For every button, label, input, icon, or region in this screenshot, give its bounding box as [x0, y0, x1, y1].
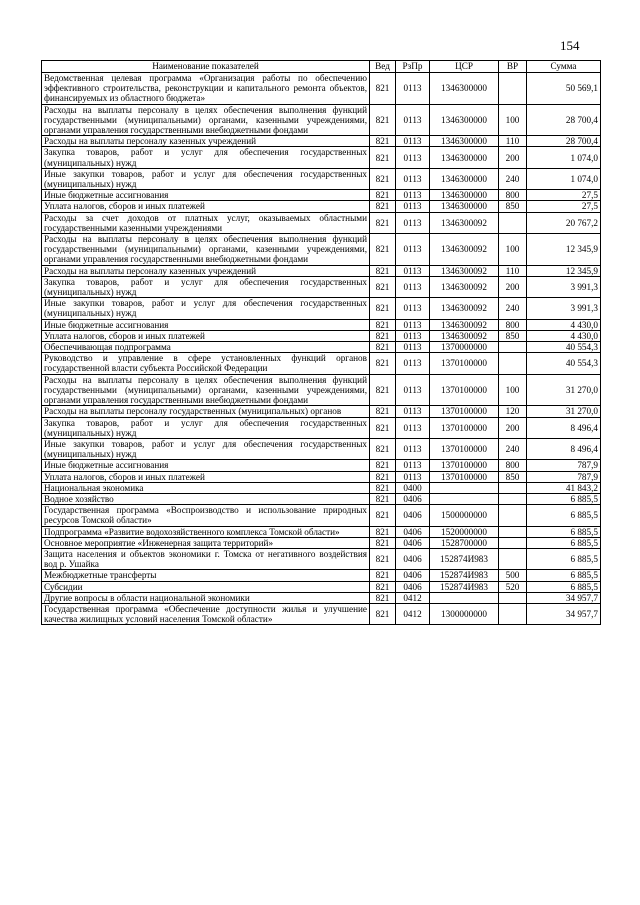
cell-vr: 200 [499, 417, 527, 438]
cell-name: Закупка товаров, работ и услуг для обеспечения государственных (муниципальных) нужд [42, 147, 370, 168]
cell-csr: 1346300092 [430, 276, 499, 297]
cell-csr: 1346300092 [430, 330, 499, 341]
cell-vr [499, 548, 527, 569]
cell-rzpr: 0412 [396, 603, 430, 624]
table-row [42, 190, 601, 201]
cell-sum: 6 885,5 [527, 581, 601, 592]
cell-sum: 6 885,5 [527, 493, 601, 504]
table-row [42, 493, 601, 504]
table-row [42, 234, 601, 266]
cell-rzpr: 0113 [396, 73, 430, 105]
cell-ved: 821 [370, 417, 396, 438]
cell-name: Субсидии [42, 581, 370, 592]
cell-csr: 152874И983 [430, 548, 499, 569]
cell-ved: 821 [370, 493, 396, 504]
cell-vr: 240 [499, 438, 527, 459]
cell-csr: 1300000000 [430, 603, 499, 624]
header-vr: ВР [499, 61, 527, 73]
cell-vr: 200 [499, 147, 527, 168]
cell-sum: 4 430,0 [527, 330, 601, 341]
table-row [42, 265, 601, 276]
table-row [42, 438, 601, 459]
cell-sum: 6 885,5 [527, 526, 601, 537]
cell-sum: 50 569,1 [527, 73, 601, 105]
cell-sum: 12 345,9 [527, 234, 601, 266]
cell-csr: 152874И983 [430, 581, 499, 592]
table-row [42, 505, 601, 526]
cell-ved: 821 [370, 471, 396, 482]
cell-rzpr: 0406 [396, 537, 430, 548]
cell-ved: 821 [370, 73, 396, 105]
table-row [42, 201, 601, 212]
cell-rzpr: 0113 [396, 471, 430, 482]
cell-rzpr: 0113 [396, 330, 430, 341]
cell-rzpr: 0412 [396, 592, 430, 603]
cell-ved: 821 [370, 438, 396, 459]
cell-csr: 1346300000 [430, 147, 499, 168]
cell-rzpr: 0406 [396, 548, 430, 569]
cell-csr: 1500000000 [430, 505, 499, 526]
table-row [42, 460, 601, 471]
cell-rzpr: 0113 [396, 136, 430, 147]
cell-sum: 1 074,0 [527, 147, 601, 168]
header-sum: Сумма [527, 61, 601, 73]
cell-name: Расходы на выплаты персоналу в целях обеспечения выполнения функций государственными (муниципальными) органами, казенными учреждениями, органами управления государственными внебюджетными фондами [42, 104, 370, 136]
cell-name: Закупка товаров, работ и услуг для обеспечения государственных (муниципальных) нужд [42, 417, 370, 438]
table-row [42, 406, 601, 417]
cell-csr: 1346300000 [430, 190, 499, 201]
cell-ved: 821 [370, 374, 396, 406]
page-number: 154 [560, 38, 580, 53]
cell-name: Межбюджетные трансферты [42, 570, 370, 581]
cell-rzpr: 0113 [396, 190, 430, 201]
cell-sum: 6 885,5 [527, 570, 601, 581]
cell-vr [499, 212, 527, 233]
cell-vr [499, 592, 527, 603]
cell-vr: 110 [499, 265, 527, 276]
cell-ved: 821 [370, 406, 396, 417]
table-row [42, 374, 601, 406]
cell-rzpr: 0406 [396, 570, 430, 581]
cell-csr: 1346300092 [430, 212, 499, 233]
table-row [42, 603, 601, 624]
cell-rzpr: 0113 [396, 212, 430, 233]
cell-rzpr: 0113 [396, 342, 430, 353]
table-row [42, 482, 601, 493]
table-row [42, 581, 601, 592]
cell-ved: 821 [370, 234, 396, 266]
cell-ved: 821 [370, 603, 396, 624]
cell-ved: 821 [370, 330, 396, 341]
cell-rzpr: 0113 [396, 374, 430, 406]
cell-sum: 40 554,3 [527, 353, 601, 374]
cell-sum: 31 270,0 [527, 406, 601, 417]
cell-ved: 821 [370, 265, 396, 276]
cell-vr [499, 353, 527, 374]
table-row [42, 471, 601, 482]
cell-vr: 520 [499, 581, 527, 592]
table-row [42, 168, 601, 189]
cell-name: Обеспечивающая подпрограмма [42, 342, 370, 353]
cell-csr: 1520000000 [430, 526, 499, 537]
cell-csr: 1370100000 [430, 438, 499, 459]
cell-sum: 3 991,3 [527, 298, 601, 319]
cell-csr [430, 592, 499, 603]
cell-sum: 41 843,2 [527, 482, 601, 493]
table-row [42, 592, 601, 603]
cell-name: Расходы на выплаты персоналу казенных учреждений [42, 136, 370, 147]
cell-vr: 240 [499, 298, 527, 319]
cell-ved: 821 [370, 147, 396, 168]
cell-vr: 800 [499, 460, 527, 471]
cell-name: Другие вопросы в области национальной экономики [42, 592, 370, 603]
cell-name: Расходы на выплаты персоналу в целях обеспечения выполнения функций государственными (муниципальными) органами, казенными учреждениями, органами управления государственными внебюджетными фондами [42, 234, 370, 266]
cell-csr: 1346300092 [430, 234, 499, 266]
cell-sum: 4 430,0 [527, 319, 601, 330]
cell-vr: 800 [499, 319, 527, 330]
cell-csr: 1346300092 [430, 298, 499, 319]
cell-sum: 31 270,0 [527, 374, 601, 406]
cell-name: Государственная программа «Воспроизводство и использование природных ресурсов Томской области» [42, 505, 370, 526]
cell-vr [499, 537, 527, 548]
cell-sum: 787,9 [527, 471, 601, 482]
cell-name: Иные закупки товаров, работ и услуг для обеспечения государственных (муниципальных) нужд [42, 298, 370, 319]
cell-name: Подпрограмма «Развитие водохозяйственного комплекса Томской области» [42, 526, 370, 537]
cell-vr: 100 [499, 234, 527, 266]
cell-csr: 1346300000 [430, 201, 499, 212]
budget-table [41, 60, 601, 625]
header-rzpr: РзПр [396, 61, 430, 73]
cell-ved: 821 [370, 505, 396, 526]
table-row [42, 212, 601, 233]
cell-rzpr: 0113 [396, 460, 430, 471]
cell-name: Государственная программа «Обеспечение доступности жилья и улучшение качества жилищных условий населения Томской области» [42, 603, 370, 624]
cell-ved: 821 [370, 526, 396, 537]
cell-name: Уплата налогов, сборов и иных платежей [42, 201, 370, 212]
cell-name: Водное хозяйство [42, 493, 370, 504]
cell-name: Иные бюджетные ассигнования [42, 190, 370, 201]
cell-vr: 850 [499, 330, 527, 341]
cell-name: Иные закупки товаров, работ и услуг для обеспечения государственных (муниципальных) нужд [42, 168, 370, 189]
cell-name: Закупка товаров, работ и услуг для обеспечения государственных (муниципальных) нужд [42, 276, 370, 297]
cell-sum: 8 496,4 [527, 438, 601, 459]
cell-rzpr: 0406 [396, 581, 430, 592]
table-row [42, 342, 601, 353]
cell-name: Расходы на выплаты персоналу государственных (муниципальных) органов [42, 406, 370, 417]
cell-csr: 1370100000 [430, 417, 499, 438]
cell-ved: 821 [370, 212, 396, 233]
cell-rzpr: 0113 [396, 147, 430, 168]
cell-vr: 100 [499, 104, 527, 136]
cell-rzpr: 0113 [396, 276, 430, 297]
cell-vr: 850 [499, 471, 527, 482]
cell-sum: 6 885,5 [527, 537, 601, 548]
table-row [42, 73, 601, 105]
cell-rzpr: 0113 [396, 438, 430, 459]
cell-name: Основное мероприятие «Инженерная защита территорий» [42, 537, 370, 548]
cell-csr: 1370100000 [430, 353, 499, 374]
cell-vr: 500 [499, 570, 527, 581]
cell-sum: 20 767,2 [527, 212, 601, 233]
table-row [42, 353, 601, 374]
table-row [42, 526, 601, 537]
cell-vr [499, 493, 527, 504]
cell-vr [499, 342, 527, 353]
cell-name: Расходы на выплаты персоналу казенных учреждений [42, 265, 370, 276]
cell-name: Иные бюджетные ассигнования [42, 460, 370, 471]
cell-csr: 1346300000 [430, 168, 499, 189]
cell-vr: 120 [499, 406, 527, 417]
cell-name: Иные бюджетные ассигнования [42, 319, 370, 330]
cell-sum: 27,5 [527, 201, 601, 212]
table-row [42, 276, 601, 297]
cell-csr: 152874И983 [430, 570, 499, 581]
cell-vr [499, 73, 527, 105]
cell-name: Руководство и управление в сфере установленных функций органов государственной власти субъекта Российской Федерации [42, 353, 370, 374]
cell-sum: 6 885,5 [527, 505, 601, 526]
table-row [42, 330, 601, 341]
cell-sum: 28 700,4 [527, 136, 601, 147]
cell-rzpr: 0113 [396, 168, 430, 189]
cell-vr [499, 505, 527, 526]
cell-ved: 821 [370, 201, 396, 212]
cell-csr: 1346300000 [430, 136, 499, 147]
cell-csr: 1370100000 [430, 471, 499, 482]
cell-name: Защита населения и объектов экономики г. Томска от негативного воздействия вод р. Ушайка [42, 548, 370, 569]
cell-ved: 821 [370, 482, 396, 493]
cell-sum: 1 074,0 [527, 168, 601, 189]
cell-ved: 821 [370, 353, 396, 374]
cell-csr [430, 482, 499, 493]
cell-rzpr: 0406 [396, 505, 430, 526]
cell-rzpr: 0113 [396, 265, 430, 276]
cell-ved: 821 [370, 276, 396, 297]
cell-rzpr: 0113 [396, 104, 430, 136]
table-row [42, 298, 601, 319]
cell-ved: 821 [370, 168, 396, 189]
table-header-row [42, 61, 601, 73]
cell-vr [499, 603, 527, 624]
cell-vr [499, 526, 527, 537]
table-row [42, 147, 601, 168]
cell-vr [499, 482, 527, 493]
cell-sum: 34 957,7 [527, 603, 601, 624]
cell-ved: 821 [370, 104, 396, 136]
cell-ved: 821 [370, 460, 396, 471]
cell-name: Расходы за счет доходов от платных услуг, оказываемых областными государственными казенными учреждениями [42, 212, 370, 233]
cell-rzpr: 0406 [396, 526, 430, 537]
cell-rzpr: 0113 [396, 417, 430, 438]
cell-rzpr: 0400 [396, 482, 430, 493]
cell-ved: 821 [370, 592, 396, 603]
cell-sum: 28 700,4 [527, 104, 601, 136]
cell-csr: 1528700000 [430, 537, 499, 548]
cell-name: Иные закупки товаров, работ и услуг для обеспечения государственных (муниципальных) нужд [42, 438, 370, 459]
cell-csr: 1370100000 [430, 406, 499, 417]
table-row [42, 537, 601, 548]
cell-name: Расходы на выплаты персоналу в целях обеспечения выполнения функций государственными (муниципальными) органами, казенными учреждениями, органами управления государственными внебюджетными фондами [42, 374, 370, 406]
cell-sum: 12 345,9 [527, 265, 601, 276]
cell-rzpr: 0113 [396, 234, 430, 266]
cell-csr: 1370000000 [430, 342, 499, 353]
table-row [42, 319, 601, 330]
table-row [42, 417, 601, 438]
cell-vr: 240 [499, 168, 527, 189]
cell-rzpr: 0113 [396, 406, 430, 417]
cell-ved: 821 [370, 319, 396, 330]
cell-csr: 1346300092 [430, 265, 499, 276]
cell-ved: 821 [370, 537, 396, 548]
cell-ved: 821 [370, 342, 396, 353]
cell-vr: 200 [499, 276, 527, 297]
cell-rzpr: 0113 [396, 319, 430, 330]
cell-ved: 821 [370, 570, 396, 581]
cell-rzpr: 0113 [396, 201, 430, 212]
cell-ved: 821 [370, 190, 396, 201]
cell-vr: 100 [499, 374, 527, 406]
header-csr: ЦСР [430, 61, 499, 73]
cell-name: Уплата налогов, сборов и иных платежей [42, 330, 370, 341]
cell-name: Уплата налогов, сборов и иных платежей [42, 471, 370, 482]
cell-vr: 800 [499, 190, 527, 201]
table-body [42, 73, 601, 625]
cell-sum: 787,9 [527, 460, 601, 471]
table-row [42, 136, 601, 147]
table-row [42, 570, 601, 581]
cell-sum: 34 957,7 [527, 592, 601, 603]
cell-sum: 3 991,3 [527, 276, 601, 297]
table-row [42, 104, 601, 136]
cell-rzpr: 0406 [396, 493, 430, 504]
cell-vr: 850 [499, 201, 527, 212]
cell-sum: 8 496,4 [527, 417, 601, 438]
cell-sum: 6 885,5 [527, 548, 601, 569]
cell-csr: 1370100000 [430, 374, 499, 406]
table-row [42, 548, 601, 569]
cell-sum: 27,5 [527, 190, 601, 201]
cell-name: Национальная экономика [42, 482, 370, 493]
cell-ved: 821 [370, 581, 396, 592]
cell-ved: 821 [370, 298, 396, 319]
header-ved: Вед [370, 61, 396, 73]
cell-csr: 1346300092 [430, 319, 499, 330]
cell-rzpr: 0113 [396, 298, 430, 319]
cell-vr: 110 [499, 136, 527, 147]
cell-rzpr: 0113 [396, 353, 430, 374]
cell-csr [430, 493, 499, 504]
cell-ved: 821 [370, 136, 396, 147]
cell-ved: 821 [370, 548, 396, 569]
cell-csr: 1346300000 [430, 104, 499, 136]
cell-csr: 1346300000 [430, 73, 499, 105]
cell-name: Ведомственная целевая программа «Организация работы по обеспечению эффективного строительства, реконструкции и капитального ремонта объектов, финансируемых из областного бюджета» [42, 73, 370, 105]
cell-csr: 1370100000 [430, 460, 499, 471]
header-name: Наименование показателей [42, 61, 370, 73]
cell-sum: 40 554,3 [527, 342, 601, 353]
